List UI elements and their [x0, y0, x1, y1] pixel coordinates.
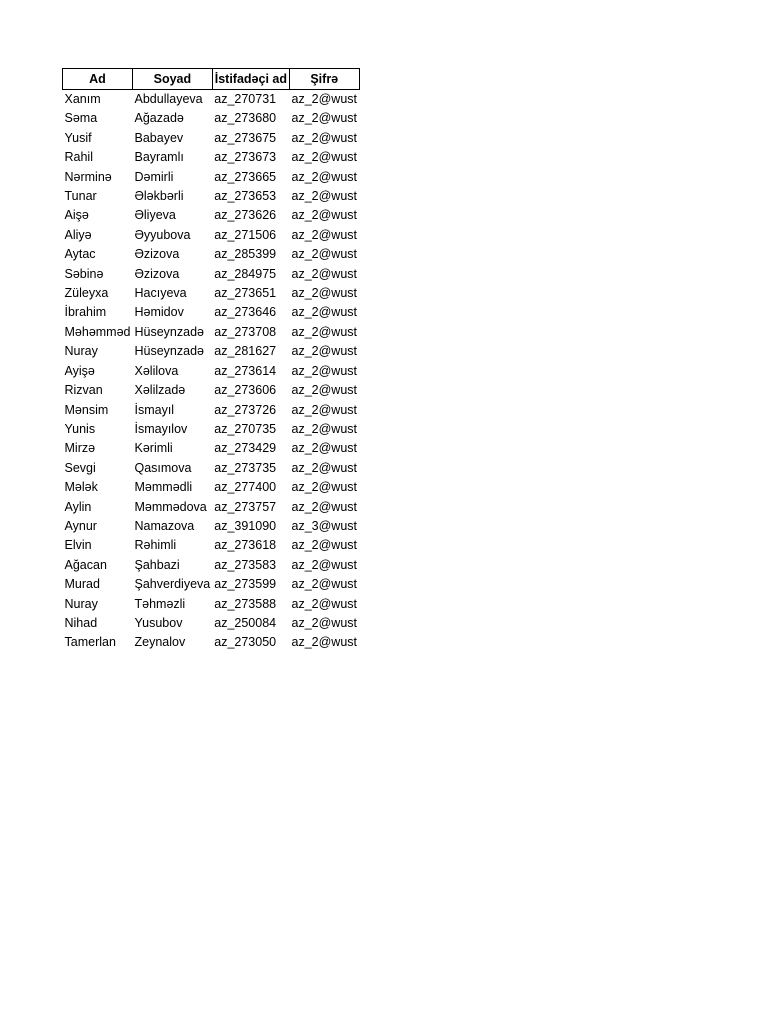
table-row	[63, 420, 360, 439]
istifadeci-adi-cell[interactable]: az_273583	[214, 557, 277, 572]
table-row	[63, 148, 360, 167]
ad-cell[interactable]: Səma	[64, 111, 98, 126]
ad-cell[interactable]: Mənsim	[64, 402, 109, 417]
soyad-cell[interactable]: İsmayılov	[134, 421, 188, 436]
istifadeci-adi-cell[interactable]: az_273646	[214, 305, 277, 320]
istifadeci-adi-cell[interactable]: az_273673	[214, 150, 277, 165]
ad-cell[interactable]: Aynur	[64, 518, 97, 533]
soyad-cell[interactable]: Şahverdiyeva	[134, 577, 211, 592]
sifre-cell[interactable]: az_2@wust	[291, 499, 357, 514]
sifre-cell[interactable]: az_2@wust	[291, 208, 357, 223]
table-row	[63, 459, 360, 478]
table-row	[63, 303, 360, 322]
soyad-cell[interactable]: Bayramlı	[134, 150, 184, 165]
istifadeci-adi-cell[interactable]: az_285399	[214, 247, 277, 262]
table-row	[63, 226, 360, 245]
ad-cell[interactable]: Yunis	[64, 421, 96, 436]
ad-cell[interactable]: Tunar	[64, 189, 97, 204]
sifre-cell[interactable]: az_2@wust	[291, 480, 357, 495]
soyad-cell[interactable]: Hacıyeva	[134, 286, 187, 301]
table-row	[63, 575, 360, 594]
sifre-cell[interactable]: az_3@wust	[291, 518, 357, 533]
table-row	[63, 478, 360, 497]
table-row	[63, 342, 360, 361]
sifre-cell[interactable]: az_2@wust	[291, 189, 357, 204]
table-row	[63, 595, 360, 614]
soyad-cell[interactable]: Ağazadə	[134, 111, 184, 126]
ad-cell[interactable]: Sevgi	[64, 460, 96, 475]
ad-cell[interactable]: Mələk	[64, 480, 98, 495]
soyad-cell[interactable]: Zeynalov	[134, 635, 186, 650]
istifadeci-adi-cell[interactable]: az_273708	[214, 324, 277, 339]
ad-cell[interactable]: Rizvan	[64, 383, 103, 398]
soyad-cell[interactable]: Namazova	[134, 518, 195, 533]
soyad-cell[interactable]: İsmayıl	[134, 402, 175, 417]
soyad-cell[interactable]: Xəlilzadə	[134, 383, 186, 398]
soyad-cell[interactable]: Əyyubova	[134, 227, 191, 242]
istifadeci-adi-cell[interactable]: az_273757	[214, 499, 277, 514]
table-row	[63, 323, 360, 342]
soyad-cell[interactable]: Xəlilova	[134, 363, 179, 378]
istifadeci-adi-cell[interactable]: az_277400	[214, 480, 277, 495]
header-soyad[interactable]: Soyad	[133, 69, 213, 90]
istifadeci-adi-cell[interactable]: az_270731	[214, 92, 277, 106]
soyad-cell[interactable]: Məmmədli	[134, 480, 193, 495]
ad-cell[interactable]: Yusif	[64, 130, 92, 145]
istifadeci-adi-cell[interactable]: az_273726	[214, 402, 277, 417]
table-row	[63, 556, 360, 575]
user-table	[62, 68, 360, 653]
sifre-cell[interactable]: az_2@wust	[291, 363, 357, 378]
sifre-cell[interactable]: az_2@wust	[291, 92, 357, 106]
table-row	[63, 362, 360, 381]
istifadeci-adi-cell[interactable]: az_273626	[214, 208, 277, 223]
istifadeci-adi-cell[interactable]: az_273050	[214, 635, 277, 650]
istifadeci-adi-cell[interactable]: az_273735	[214, 460, 277, 475]
soyad-cell[interactable]: Qasımova	[134, 460, 192, 475]
sifre-cell[interactable]: az_2@wust	[291, 130, 357, 145]
soyad-cell[interactable]: Dəmirli	[134, 169, 174, 184]
ad-cell[interactable]: Nuray	[64, 344, 98, 359]
sifre-cell[interactable]: az_2@wust	[291, 247, 357, 262]
istifadeci-adi-cell[interactable]: az_273429	[214, 441, 277, 456]
ad-cell[interactable]: Aytac	[64, 247, 96, 262]
istifadeci-adi-cell[interactable]: az_273665	[214, 169, 277, 184]
spreadsheet	[62, 68, 360, 653]
istifadeci-adi-cell[interactable]: az_270735	[214, 421, 277, 436]
istifadeci-adi-cell[interactable]: az_273588	[214, 596, 277, 611]
istifadeci-adi-cell[interactable]: az_281627	[214, 344, 277, 359]
sifre-cell[interactable]: az_2@wust	[291, 383, 357, 398]
sifre-cell[interactable]: az_2@wust	[291, 557, 357, 572]
soyad-cell[interactable]: Şahbazi	[134, 557, 180, 572]
sifre-cell[interactable]: az_2@wust	[291, 344, 357, 359]
ad-cell[interactable]: Elvin	[64, 538, 92, 553]
table-body	[63, 90, 360, 653]
ad-cell[interactable]: Xanım	[64, 92, 101, 106]
ad-cell[interactable]: Ağacan	[64, 557, 107, 572]
istifadeci-adi-cell[interactable]: az_273618	[214, 538, 277, 553]
istifadeci-adi-cell[interactable]: az_273614	[214, 363, 277, 378]
soyad-cell[interactable]: Yusubov	[134, 615, 183, 630]
header-istifadeci-adi[interactable]: İstifadəçi ad	[212, 69, 289, 90]
soyad-cell[interactable]: Abdullayeva	[134, 92, 203, 106]
istifadeci-adi-cell[interactable]: az_273653	[214, 189, 277, 204]
soyad-cell[interactable]: Əzizova	[134, 266, 180, 281]
soyad-cell[interactable]: Məmmədova	[134, 499, 207, 514]
table-row	[63, 381, 360, 400]
ad-cell[interactable]: Səbinə	[64, 266, 104, 281]
ad-cell[interactable]: Mirzə	[64, 441, 96, 456]
ad-cell[interactable]: Aylin	[64, 499, 92, 514]
ad-cell[interactable]: Tamerlan	[64, 635, 116, 650]
table-row	[63, 498, 360, 517]
istifadeci-adi-cell[interactable]: az_273606	[214, 383, 277, 398]
ad-cell[interactable]: Nihad	[64, 615, 98, 630]
table-row	[63, 109, 360, 128]
table-row	[63, 439, 360, 458]
ad-cell[interactable]: Rahil	[64, 150, 93, 165]
table-row	[63, 633, 360, 652]
ad-cell[interactable]: Məhəmməd	[64, 324, 131, 339]
table-row	[63, 245, 360, 264]
soyad-cell[interactable]: Təhməzli	[134, 596, 186, 611]
sifre-cell[interactable]: az_2@wust	[291, 150, 357, 165]
sifre-cell[interactable]: az_2@wust	[291, 402, 357, 417]
sifre-cell[interactable]: az_2@wust	[291, 635, 357, 650]
soyad-cell[interactable]: Əzizova	[134, 247, 180, 262]
soyad-cell[interactable]: Rəhimli	[134, 538, 177, 553]
sifre-cell[interactable]: az_2@wust	[291, 169, 357, 184]
ad-cell[interactable]: İbrahim	[64, 305, 107, 320]
ad-cell[interactable]: Murad	[64, 577, 100, 592]
sifre-cell[interactable]: az_2@wust	[291, 441, 357, 456]
ad-cell[interactable]: Nuray	[64, 596, 98, 611]
ad-cell[interactable]: Ayişə	[64, 363, 95, 378]
table-row	[63, 265, 360, 284]
soyad-cell[interactable]: Həmidov	[134, 305, 184, 320]
sifre-cell[interactable]: az_2@wust	[291, 111, 357, 126]
sifre-cell[interactable]: az_2@wust	[291, 596, 357, 611]
sifre-cell[interactable]: az_2@wust	[291, 615, 357, 630]
istifadeci-adi-cell[interactable]: az_271506	[214, 227, 277, 242]
sifre-cell[interactable]: az_2@wust	[291, 577, 357, 592]
table-row	[63, 206, 360, 225]
sifre-cell[interactable]: az_2@wust	[291, 460, 357, 475]
table-row	[63, 90, 360, 110]
table-row	[63, 536, 360, 555]
sifre-cell[interactable]: az_2@wust	[291, 227, 357, 242]
soyad-cell[interactable]: Kərimli	[134, 441, 173, 456]
table-row	[63, 168, 360, 187]
soyad-cell[interactable]: Hüseynzadə	[134, 344, 204, 359]
soyad-cell[interactable]: Ələkbərli	[134, 189, 184, 204]
istifadeci-adi-cell[interactable]: az_273599	[214, 577, 277, 592]
table-row	[63, 614, 360, 633]
soyad-cell[interactable]: Hüseynzadə	[134, 324, 204, 339]
soyad-cell[interactable]: Əliyeva	[134, 208, 176, 223]
sifre-cell[interactable]: az_2@wust	[291, 421, 357, 436]
table-row	[63, 517, 360, 536]
sifre-cell[interactable]: az_2@wust	[291, 286, 357, 301]
sifre-cell[interactable]: az_2@wust	[291, 324, 357, 339]
ad-cell[interactable]: Aliyə	[64, 227, 92, 242]
sifre-cell[interactable]: az_2@wust	[291, 266, 357, 281]
sifre-cell[interactable]: az_2@wust	[291, 538, 357, 553]
ad-cell[interactable]: Nərminə	[64, 169, 112, 184]
istifadeci-adi-cell[interactable]: az_284975	[214, 266, 277, 281]
istifadeci-adi-cell[interactable]: az_273675	[214, 130, 277, 145]
table-row	[63, 401, 360, 420]
istifadeci-adi-cell[interactable]: az_273680	[214, 111, 277, 126]
table-row	[63, 284, 360, 303]
soyad-cell[interactable]: Babayev	[134, 130, 184, 145]
ad-cell[interactable]: Züleyxa	[64, 286, 109, 301]
table-row	[63, 129, 360, 148]
istifadeci-adi-cell[interactable]: az_273651	[214, 286, 277, 301]
ad-cell[interactable]: Aişə	[64, 208, 89, 223]
header-row	[63, 69, 360, 90]
istifadeci-adi-cell[interactable]: az_250084	[214, 615, 277, 630]
sifre-cell[interactable]: az_2@wust	[291, 305, 357, 320]
header-ad[interactable]: Ad	[63, 69, 133, 90]
table-row	[63, 187, 360, 206]
header-sifre[interactable]: Şifrə	[290, 69, 360, 90]
istifadeci-adi-cell[interactable]: az_391090	[214, 518, 277, 533]
